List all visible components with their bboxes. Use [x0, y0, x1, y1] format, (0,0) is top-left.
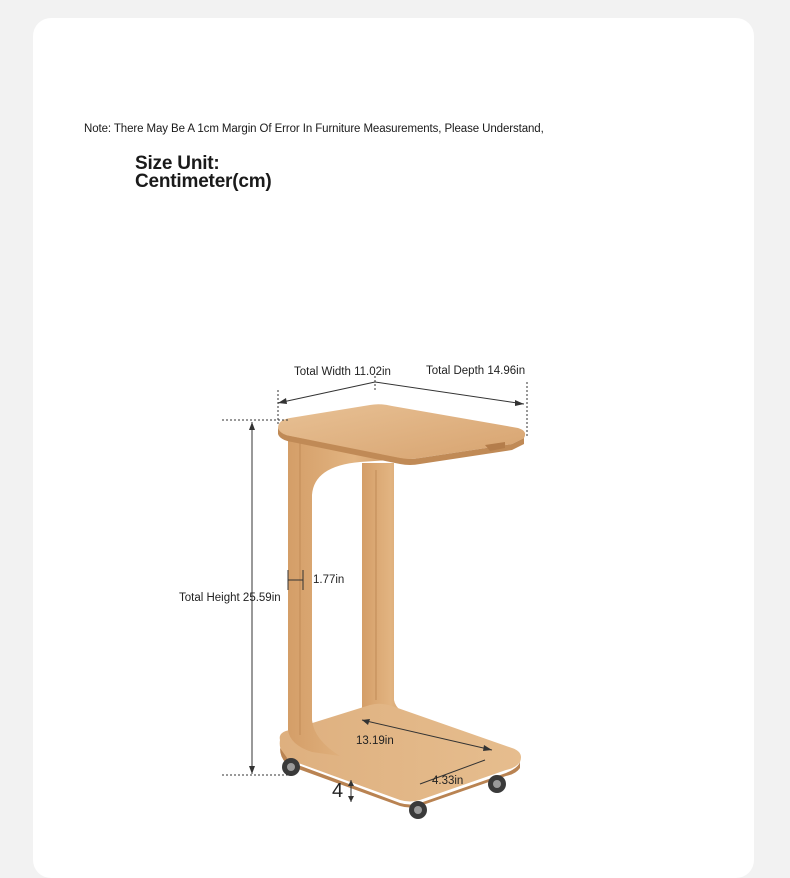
base-length-label: 13.19in — [356, 735, 394, 747]
measurement-note: Note: There May Be A 1cm Margin Of Error In Furniture Measurements, Please Understand, — [84, 123, 544, 135]
back-post — [362, 463, 420, 732]
total-width-label: Total Width 11.02in — [294, 366, 391, 378]
base-width-label: 4.33in — [432, 775, 464, 787]
total-height-label: Total Height 25.59in — [179, 592, 281, 604]
caster-height-label: 4 — [332, 780, 344, 802]
front-post — [288, 432, 420, 756]
size-unit-title: Size Unit: — [135, 153, 220, 174]
base-board — [280, 704, 521, 808]
post-thickness-label: 1.77in — [313, 574, 345, 586]
total-depth-label: Total Depth 14.96in — [426, 365, 526, 377]
size-unit-value: Centimeter(cm) — [135, 171, 272, 192]
